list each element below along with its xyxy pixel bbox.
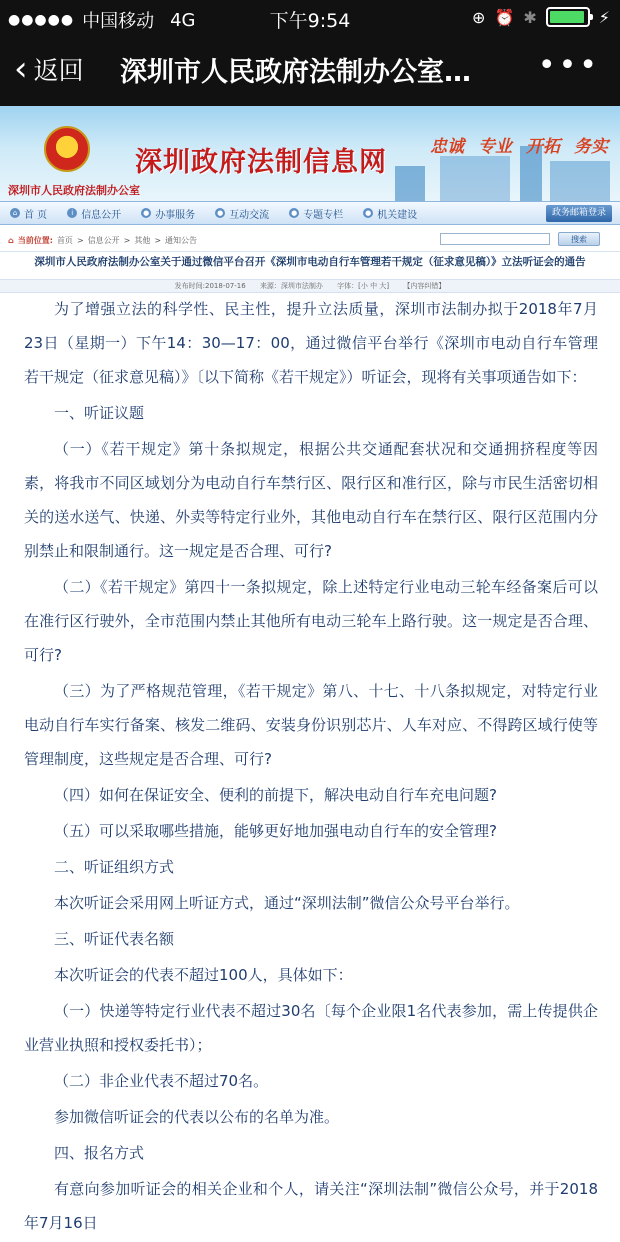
bluetooth-icon: ✱: [523, 7, 537, 27]
charging-icon: ⚡: [598, 7, 610, 27]
status-time: 下午9:54: [269, 10, 351, 32]
location-icon: ⌂: [8, 236, 14, 245]
national-emblem-icon: [44, 126, 90, 172]
paragraph: 参加微信听证会的代表以公布的名单为准。: [54, 1108, 340, 1126]
error-report-link[interactable]: 【内容纠错】: [403, 282, 446, 290]
article-source: 来源：深圳市法制办: [259, 282, 323, 290]
breadcrumb-label: 当前位置:: [17, 236, 53, 245]
menu-label: 互动交流: [229, 209, 270, 221]
search-button[interactable]: 搜索: [558, 232, 600, 246]
chevron-left-icon: ‹: [14, 49, 28, 89]
menu-item-info-disclosure[interactable]: [57, 201, 131, 225]
network-type: 4G: [170, 9, 196, 31]
article-meta: [0, 279, 620, 293]
email-login-button[interactable]: 政务邮箱登录: [546, 205, 612, 222]
breadcrumb-link[interactable]: 首页: [56, 236, 73, 245]
breadcrumb-link[interactable]: 信息公开: [87, 236, 120, 245]
menu-label: 办事服务: [155, 209, 196, 221]
breadcrumb: ⌂ 当前位置: 首页 > 信息公开 > 其他 > 通知公告: [8, 236, 198, 245]
paragraph: （五）可以采取哪些措施，能够更好地加强电动自行车的安全管理?: [54, 822, 497, 840]
back-label: 返回: [33, 56, 84, 85]
section-heading: 三、听证代表名额: [54, 930, 175, 948]
site-menu: [0, 201, 620, 225]
paragraph: （三）为了严格规范管理，《若干规定》第八、十七、十八条拟规定，对特定行业电动自行车实行备案、核发二维码、安装身份识别芯片、人车对应、不得跨区域行使等管理制度，这些规定是否合理、可行?: [24, 682, 598, 768]
paragraph: （二）非企业代表不超过70名。: [54, 1072, 269, 1090]
article-body: [0, 292, 620, 1242]
carrier-name: 中国移动: [82, 11, 155, 32]
back-button[interactable]: [14, 51, 84, 87]
paragraph: 本次听证会的代表不超过100人，具体如下：: [54, 966, 353, 984]
breadcrumb-row: [0, 226, 620, 252]
alarm-icon: ⏰: [494, 7, 515, 27]
paragraph: （四）如何在保证安全、便利的前提下，解决电动自行车充电问题?: [54, 786, 497, 804]
paragraph: 为了增强立法的科学性、民主性，提升立法质量，深圳市法制办拟于2018年7月23日（星期一）下午14：30—17：00，通过微信平台举行《深圳市电动自行车管理若干规定（征求意见稿）》〔以下简称《若干规定》）听证会，现将有关事项通告如下：: [24, 300, 598, 386]
search-input[interactable]: [440, 233, 550, 245]
paragraph: （一）《若干规定》第十条拟规定，根据公共交通配套状况和交通拥挤程度等因素，将我市不同区域划分为电动自行车禁行区、限行区和准行区，除与市民生活密切相关的送水送气、快递、外卖等特定行业外，其他电动自行车在禁行区、限行区范围内分别禁止和限制通行。这一规定是否合理、可行?: [24, 440, 598, 560]
site-motto: [430, 132, 608, 157]
motto-word: 开拓: [526, 137, 560, 157]
status-bar: [0, 0, 620, 36]
agency-icon: ●: [365, 209, 372, 217]
article-title: 深圳市人民政府法制办公室关于通过微信平台召开《深圳市电动自行车管理若干规定（征求意见稿）》立法听证会的通告: [34, 256, 586, 268]
section-heading: 四、报名方式: [54, 1144, 145, 1162]
site-title: 深圳政府法制信息网: [135, 147, 387, 178]
chat-icon: ●: [217, 209, 224, 217]
battery-icon: [546, 7, 590, 27]
motto-word: 专业: [478, 137, 512, 157]
info-icon: i: [67, 208, 77, 218]
motto-word: 务实: [574, 137, 608, 157]
menu-label: 信息公开: [81, 209, 122, 221]
breadcrumb-link[interactable]: 其他: [134, 236, 151, 245]
section-heading: 一、听证议题: [54, 404, 145, 422]
menu-item-interaction[interactable]: [205, 201, 279, 225]
paragraph: （一）快递等特定行业代表不超过30名〔每个企业限1名代表参加，需上传提供企业营业执照和授权委托书）；: [24, 1002, 598, 1054]
signal-strength-icon: ●●●●●: [8, 12, 75, 28]
page-title: 深圳市人民政府法制办公室…: [120, 57, 471, 88]
motto-word: 忠诚: [430, 137, 464, 157]
menu-item-agency[interactable]: [353, 201, 427, 225]
more-options-button[interactable]: •••: [537, 48, 600, 83]
site-banner: [0, 106, 620, 201]
org-name: 深圳市人民政府法制办公室: [8, 184, 140, 197]
topic-icon: ●: [291, 209, 298, 217]
rotation-lock-icon: ⊕: [472, 7, 486, 27]
publish-date: 发布时间:2018-07-16: [174, 282, 246, 290]
section-heading: 二、听证组织方式: [54, 858, 175, 876]
menu-label: 专题专栏: [303, 209, 344, 221]
paragraph: 本次听证会采用网上听证方式，通过“深圳法制”微信公众号平台举行。: [54, 894, 520, 912]
paragraph: 有意向参加听证会的相关企业和个人，请关注“深圳法制”微信公众号，并于2018年7月16日: [24, 1180, 598, 1232]
menu-label: 首 页: [24, 209, 48, 221]
menu-item-home[interactable]: [0, 201, 57, 225]
font-size-control[interactable]: 字体：[小 中 大]: [337, 282, 390, 290]
menu-item-special-topics[interactable]: [279, 201, 353, 225]
menu-label: 机关建设: [377, 209, 418, 221]
menu-item-services[interactable]: [131, 201, 205, 225]
service-icon: ●: [143, 209, 150, 217]
title-bar: [0, 36, 620, 106]
paragraph: （二）《若干规定》第四十一条拟规定，除上述特定行业电动三轮车经备案后可以在准行区行驶外，全市范围内禁止其他所有电动三轮车上路行驶。这一规定是否合理、可行?: [24, 578, 598, 664]
home-icon: ⌂: [10, 208, 20, 218]
breadcrumb-link[interactable]: 通知公告: [165, 236, 198, 245]
